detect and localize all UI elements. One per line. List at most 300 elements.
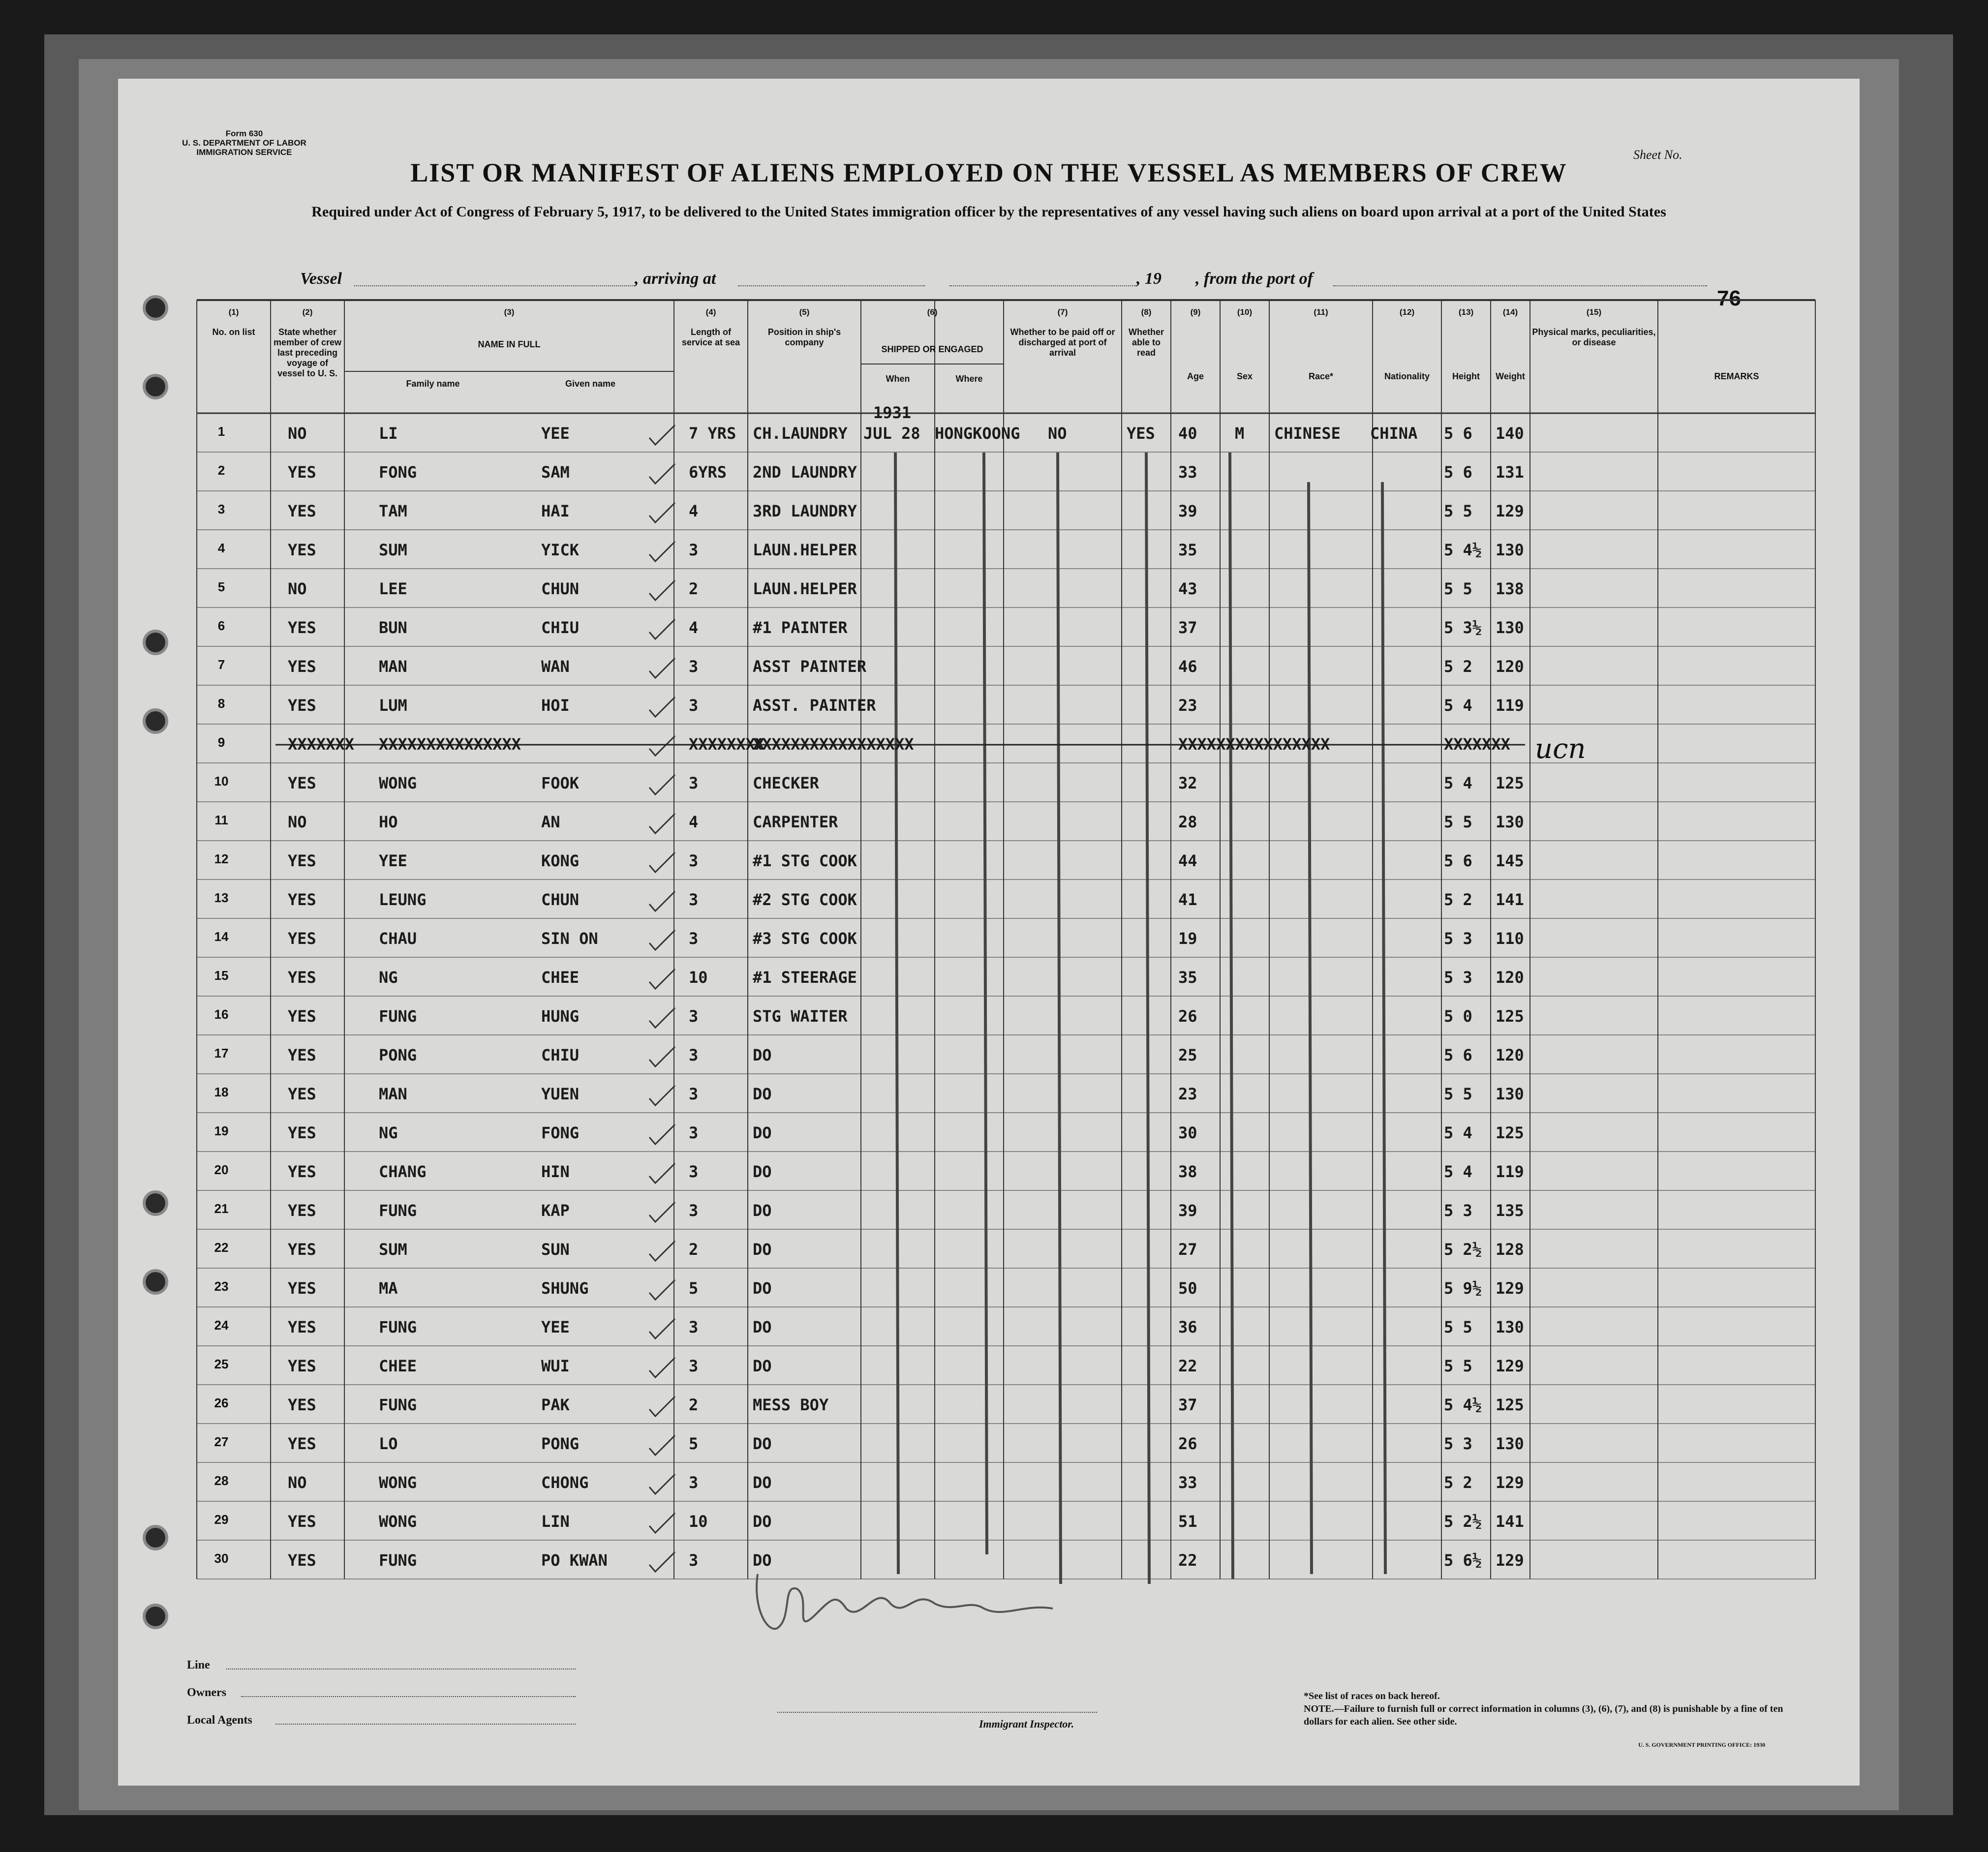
length-of-service: 3 [689, 1473, 699, 1492]
position: #1 STG COOK [753, 851, 857, 870]
previous-voyage: YES [288, 774, 316, 792]
check-mark [649, 736, 675, 756]
age: 26 [1178, 1434, 1197, 1453]
row-number: 19 [214, 1123, 229, 1138]
weight: 129 [1496, 1551, 1524, 1570]
row-number: 10 [214, 774, 229, 789]
column-header-c14: Weight [1496, 371, 1525, 381]
grid-line [1309, 482, 1312, 1574]
weight: 129 [1496, 502, 1524, 520]
column-header-c13: Height [1452, 371, 1480, 381]
position: DO [753, 1085, 772, 1103]
height: 5 9½ [1444, 1279, 1482, 1298]
age: 38 [1178, 1162, 1197, 1181]
weight: 120 [1496, 657, 1524, 676]
previous-voyage: YES [288, 696, 316, 715]
height: 5 6 [1444, 851, 1472, 870]
inspector-signature-line [777, 1712, 1097, 1713]
length-of-service: 4 [689, 502, 699, 520]
position: DO [753, 1318, 772, 1336]
height: 5 2 [1444, 1473, 1472, 1492]
previous-voyage: YES [288, 541, 316, 559]
previous-voyage: YES [288, 1318, 316, 1336]
family-name: CHAU [379, 929, 417, 948]
height: 5 6½ [1444, 1551, 1482, 1570]
local-agents-label: Local Agents [187, 1714, 252, 1727]
position: CH.LAUNDRY [753, 424, 848, 443]
position: DO [753, 1434, 772, 1453]
weight: 135 [1496, 1201, 1524, 1220]
weight: 141 [1496, 890, 1524, 909]
check-mark [649, 1241, 675, 1261]
family-name: SUM [379, 541, 407, 559]
weight: 130 [1496, 541, 1524, 559]
previous-voyage: NO [288, 424, 307, 443]
previous-voyage: XXXXXXX [288, 735, 354, 754]
length-of-service: 3 [689, 1551, 699, 1570]
row-number: 13 [214, 890, 229, 905]
length-of-service: 4 [689, 813, 699, 831]
family-name: FUNG [379, 1201, 417, 1220]
height: 5 4½ [1444, 1396, 1482, 1414]
row-number: 28 [214, 1473, 229, 1488]
check-mark [649, 619, 675, 639]
given-name: CHUN [541, 579, 580, 598]
signature [738, 1554, 1072, 1653]
shipped-when: JUL 28 [863, 424, 920, 443]
given-name: CHIU [541, 1046, 580, 1064]
previous-voyage: YES [288, 1162, 316, 1181]
column-header-c10: Sex [1236, 371, 1253, 381]
position: CHECKER [753, 774, 819, 792]
column-number-c11: (11) [1314, 307, 1328, 317]
position: DO [753, 1279, 772, 1298]
age: 22 [1178, 1551, 1197, 1570]
height: 5 4 [1444, 1123, 1472, 1142]
previous-voyage: NO [288, 1473, 307, 1492]
position: DO [753, 1473, 772, 1492]
age: 26 [1178, 1007, 1197, 1026]
check-mark [649, 1397, 675, 1416]
row-number: 6 [217, 618, 225, 633]
height: 5 3 [1444, 929, 1472, 948]
position: DO [753, 1201, 772, 1220]
family-name: LO [379, 1434, 398, 1453]
column-header-given-name: Given name [565, 379, 616, 389]
weight: 129 [1496, 1357, 1524, 1375]
shipped-year: 1931 [873, 403, 912, 422]
previous-voyage: YES [288, 1046, 316, 1064]
row-number: 18 [214, 1085, 229, 1099]
previous-voyage: NO [288, 813, 307, 831]
length-of-service: 3 [689, 541, 699, 559]
nationality: CHINA [1370, 424, 1418, 443]
given-name: YEE [541, 424, 570, 443]
height: 5 5 [1444, 813, 1472, 831]
height: 5 0 [1444, 1007, 1472, 1026]
previous-voyage: YES [288, 1551, 316, 1570]
check-mark [649, 1202, 675, 1222]
check-mark [649, 658, 675, 678]
length-of-service: 5 [689, 1434, 699, 1453]
height: XXXXXXX [1444, 735, 1510, 754]
weight: 130 [1496, 1085, 1524, 1103]
height: 5 3 [1444, 968, 1472, 987]
given-name: PO KWAN [541, 1551, 608, 1570]
check-mark [649, 775, 675, 794]
row-number: 12 [214, 851, 229, 866]
check-mark [649, 1047, 675, 1066]
age: 44 [1178, 851, 1197, 870]
given-name: CHIU [541, 618, 580, 637]
family-name: MA [379, 1279, 398, 1298]
given-name: YICK [541, 541, 580, 559]
age: 30 [1178, 1123, 1197, 1142]
weight: 130 [1496, 1318, 1524, 1336]
column-number-c7: (7) [1057, 307, 1068, 317]
age: 35 [1178, 541, 1197, 559]
length-of-service: 3 [689, 890, 699, 909]
check-mark [649, 1008, 675, 1028]
length-of-service: 10 [689, 1512, 708, 1531]
weight: 130 [1496, 618, 1524, 637]
column-header-c11: Race* [1308, 371, 1334, 381]
column-header-c3: NAME IN FULL [478, 339, 541, 349]
given-name: CHEE [541, 968, 580, 987]
race-footnote: *See list of races on back hereof. [1304, 1691, 1440, 1701]
length-of-service: 10 [689, 968, 708, 987]
weight: 130 [1496, 813, 1524, 831]
check-mark [649, 1280, 675, 1300]
previous-voyage: YES [288, 1396, 316, 1414]
row-number: 16 [214, 1007, 229, 1022]
row-number: 11 [214, 813, 228, 827]
length-of-service: 3 [689, 1201, 699, 1220]
weight: 119 [1496, 696, 1524, 715]
row-number: 14 [214, 929, 229, 944]
age: 23 [1178, 696, 1197, 715]
length-of-service: 2 [689, 1396, 699, 1414]
position: DO [753, 1046, 772, 1064]
vessel-label: Vessel [300, 270, 342, 288]
row-number: 2 [217, 463, 225, 478]
family-name: FUNG [379, 1318, 417, 1336]
height: 5 3½ [1444, 618, 1482, 637]
position: CARPENTER [753, 813, 838, 831]
family-name: PONG [379, 1046, 417, 1064]
age: 19 [1178, 929, 1197, 948]
weight: 131 [1496, 463, 1524, 482]
column-header-c15: Physical marks, peculiarities, or disease [1532, 327, 1656, 347]
column-number-c1: (1) [228, 307, 239, 317]
local-agents-field [275, 1724, 576, 1725]
sex: M [1235, 424, 1245, 443]
row-number: 22 [214, 1240, 229, 1255]
height: 5 4 [1444, 774, 1472, 792]
position: #1 PAINTER [753, 618, 848, 637]
check-mark [649, 930, 675, 950]
row-number: 24 [214, 1318, 229, 1333]
position: DO [753, 1551, 772, 1570]
position: 2ND LAUNDRY [753, 463, 857, 482]
previous-voyage: YES [288, 1201, 316, 1220]
given-name: FOOK [541, 774, 580, 792]
family-name: WONG [379, 774, 417, 792]
previous-voyage: YES [288, 929, 316, 948]
check-mark [649, 1086, 675, 1105]
check-mark [649, 1124, 675, 1144]
check-mark [649, 852, 675, 872]
weight: 125 [1496, 1396, 1524, 1414]
previous-voyage: YES [288, 502, 316, 520]
given-name: HOI [541, 696, 570, 715]
sheet-number-label: Sheet No. [1633, 148, 1682, 162]
given-name: WUI [541, 1357, 570, 1375]
given-name: HIN [541, 1162, 570, 1181]
weight: 141 [1496, 1512, 1524, 1531]
given-name: HUNG [541, 1007, 580, 1026]
form-number: Form 630 [225, 129, 263, 138]
column-header-c7: Whether to be paid off or discharged at port of arrival [1010, 327, 1115, 358]
length-of-service: 5 [689, 1279, 699, 1298]
weight: 125 [1496, 1123, 1524, 1142]
given-name: YEE [541, 1318, 570, 1336]
length-of-service: 3 [689, 1046, 699, 1064]
row-number: 15 [214, 968, 229, 983]
length-of-service: 3 [689, 657, 699, 676]
family-name: YEE [379, 851, 407, 870]
column-header-c12: Nationality [1384, 371, 1430, 381]
length-of-service: 3 [689, 1085, 699, 1103]
weight: 128 [1496, 1240, 1524, 1259]
position: #3 STG COOK [753, 929, 857, 948]
family-name: FUNG [379, 1007, 417, 1026]
age: 25 [1178, 1046, 1197, 1064]
column-number-c15: (15) [1586, 307, 1602, 317]
position: #2 STG COOK [753, 890, 857, 909]
row-number: 29 [214, 1512, 229, 1527]
weight: 125 [1496, 1007, 1524, 1026]
check-mark [649, 542, 675, 561]
column-header-c9: Age [1187, 371, 1204, 381]
row-number: 7 [217, 657, 225, 672]
previous-voyage: NO [288, 579, 307, 598]
check-mark [649, 580, 675, 600]
row-number: 5 [217, 579, 225, 594]
printing-office: U. S. GOVERNMENT PRINTING OFFICE: 1930 [1638, 1741, 1766, 1748]
column-header-c2: State whether member of crew last preceding voyage of vessel to U. S. [273, 327, 342, 378]
column-number-c13: (13) [1458, 307, 1474, 317]
page-title: LIST OR MANIFEST OF ALIENS EMPLOYED ON THE VESSEL AS MEMBERS OF CREW [410, 158, 1567, 187]
height: 5 5 [1444, 1318, 1472, 1336]
column-number-c14: (14) [1502, 307, 1518, 317]
age: 50 [1178, 1279, 1197, 1298]
check-mark [649, 1358, 675, 1377]
service-name: IMMIGRATION SERVICE [196, 148, 292, 157]
column-number-c5: (5) [799, 307, 810, 317]
previous-voyage: YES [288, 1279, 316, 1298]
race: CHINESE [1274, 424, 1341, 443]
row-number: 4 [217, 541, 225, 555]
weight: 140 [1496, 424, 1524, 443]
paid-off: NO [1048, 424, 1067, 443]
position: MESS BOY [753, 1396, 829, 1414]
family-name: CHANG [379, 1162, 427, 1181]
height: 5 6 [1444, 463, 1472, 482]
column-header-family-name: Family name [406, 379, 460, 389]
previous-voyage: YES [288, 1085, 316, 1103]
column-number-c9: (9) [1190, 307, 1201, 317]
given-name: KAP [541, 1201, 570, 1220]
height: 5 5 [1444, 1357, 1472, 1375]
family-name: SUM [379, 1240, 407, 1259]
given-name: LIN [541, 1512, 570, 1531]
column-header-c6: SHIPPED OR ENGAGED [881, 344, 983, 354]
position: 3RD LAUNDRY [753, 502, 857, 520]
given-name: FONG [541, 1123, 580, 1142]
row-number: 17 [214, 1046, 229, 1061]
position: DO [753, 1512, 772, 1531]
position: XXXXXXXXXXXXXXXXX [753, 735, 914, 754]
arriving-label: , arriving at [635, 270, 716, 288]
previous-voyage: YES [288, 463, 316, 482]
position: #1 STEERAGE [753, 968, 857, 987]
weight: 129 [1496, 1279, 1524, 1298]
row-number: 21 [214, 1201, 229, 1216]
length-of-service: 4 [689, 618, 699, 637]
position: DO [753, 1123, 772, 1142]
length-of-service: 3 [689, 696, 699, 715]
check-mark [649, 891, 675, 911]
height: 5 5 [1444, 1085, 1472, 1103]
height: 5 4½ [1444, 541, 1482, 559]
age: 36 [1178, 1318, 1197, 1336]
given-name: HAI [541, 502, 570, 520]
given-name: KONG [541, 851, 580, 870]
column-number-c6: (6) [927, 307, 938, 317]
family-name: WONG [379, 1512, 417, 1531]
length-of-service: 3 [689, 1007, 699, 1026]
row-number: 1 [217, 424, 225, 439]
height: 5 2 [1444, 890, 1472, 909]
given-name: SAM [541, 463, 570, 482]
grid-line [1058, 453, 1061, 1584]
family-name: XXXXXXXXXXXXXXX [379, 735, 521, 754]
owners-field [241, 1696, 576, 1697]
position: ASST. PAINTER [753, 696, 876, 715]
column-header-c1: No. on list [212, 327, 255, 337]
age: 35 [1178, 968, 1197, 987]
family-name: NG [379, 968, 398, 987]
check-mark [649, 1513, 675, 1533]
check-mark [649, 1319, 675, 1338]
grid-line [1230, 453, 1233, 1579]
check-mark [649, 1163, 675, 1183]
height: 5 6 [1444, 424, 1472, 443]
column-header-c8: Whether able to read [1129, 327, 1164, 358]
check-mark [649, 814, 675, 833]
length-of-service: 3 [689, 1162, 699, 1181]
check-mark [649, 1552, 675, 1572]
height: 5 5 [1444, 579, 1472, 598]
check-mark [649, 969, 675, 989]
row-number: 26 [214, 1396, 229, 1410]
check-mark [649, 1435, 675, 1455]
row-number: 25 [214, 1357, 229, 1371]
given-name: CHUN [541, 890, 580, 909]
family-name: MAN [379, 1085, 407, 1103]
position: DO [753, 1240, 772, 1259]
family-name: LUM [379, 696, 407, 715]
height: 5 3 [1444, 1201, 1472, 1220]
age: 28 [1178, 813, 1197, 831]
weight: 138 [1496, 579, 1524, 598]
previous-voyage: YES [288, 618, 316, 637]
inspector-label: Immigrant Inspector. [979, 1718, 1074, 1730]
given-name: SIN ON [541, 929, 598, 948]
age: 40 [1178, 424, 1197, 443]
length-of-service: 2 [689, 579, 699, 598]
department-name: U. S. DEPARTMENT OF LABOR [182, 138, 306, 148]
previous-voyage: YES [288, 1123, 316, 1142]
grid-line [1146, 453, 1149, 1584]
grid-line [895, 453, 898, 1574]
column-number-c8: (8) [1141, 307, 1152, 317]
row-number: 23 [214, 1279, 229, 1294]
previous-voyage: YES [288, 657, 316, 676]
weight: 129 [1496, 1473, 1524, 1492]
row-number: 3 [217, 502, 225, 516]
position: LAUN.HELPER [753, 541, 857, 559]
length-of-service: 3 [689, 774, 699, 792]
length-of-service: 3 [689, 1123, 699, 1142]
age: 23 [1178, 1085, 1197, 1103]
previous-voyage: YES [288, 1357, 316, 1375]
given-name: YUEN [541, 1085, 580, 1103]
previous-voyage: YES [288, 1240, 316, 1259]
family-name: HO [379, 813, 398, 831]
from-port-label: , from the port of [1195, 270, 1313, 288]
column-header-c4: Length of service at sea [681, 327, 740, 347]
check-mark [649, 1474, 675, 1494]
age: 22 [1178, 1357, 1197, 1375]
given-name: SHUNG [541, 1279, 589, 1298]
weight: 125 [1496, 774, 1524, 792]
given-name: SUN [541, 1240, 570, 1259]
length-of-service: XXXXXXXX [689, 735, 765, 754]
previous-voyage: YES [288, 1007, 316, 1026]
family-name: BUN [379, 618, 407, 637]
weight: 130 [1496, 1434, 1524, 1453]
column-header-where: Where [955, 374, 983, 384]
position: ASST PAINTER [753, 657, 867, 676]
footnotes [1304, 1690, 1796, 1728]
height: 5 3 [1444, 1434, 1472, 1453]
age: 46 [1178, 657, 1197, 676]
year-label: , 19 [1136, 270, 1162, 288]
given-name: AN [541, 813, 560, 831]
family-name: FUNG [379, 1551, 417, 1570]
weight: 145 [1496, 851, 1524, 870]
column-number-c10: (10) [1237, 307, 1253, 317]
given-name: PONG [541, 1434, 580, 1453]
given-name: CHONG [541, 1473, 589, 1492]
family-name: WONG [379, 1473, 417, 1492]
check-mark [649, 425, 675, 445]
check-mark [649, 464, 675, 484]
column-header-when: When [886, 374, 910, 384]
weight: 119 [1496, 1162, 1524, 1181]
